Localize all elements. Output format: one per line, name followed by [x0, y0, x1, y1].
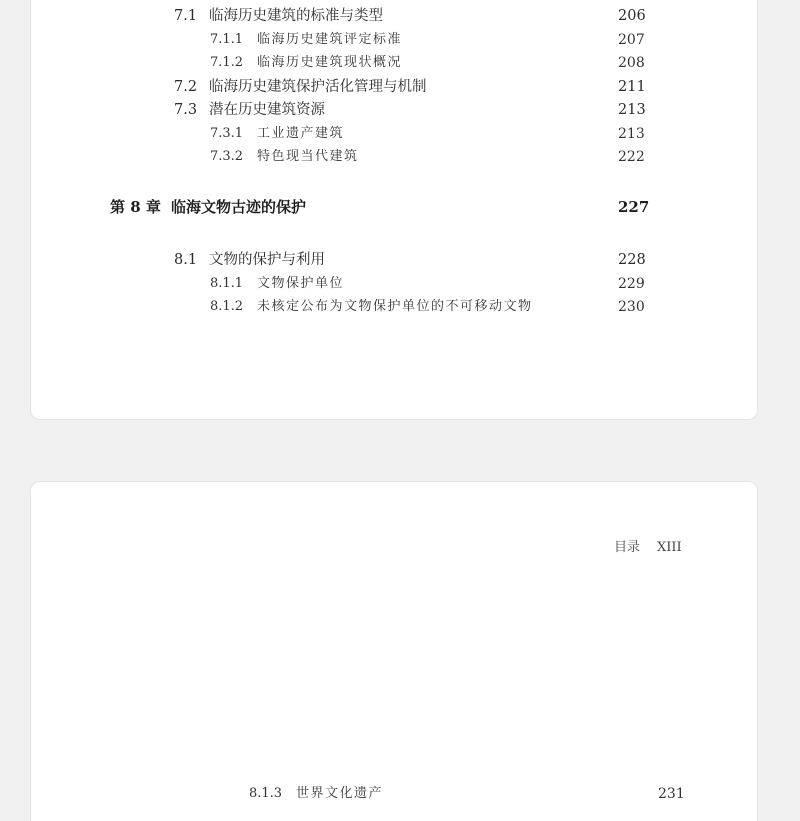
toc-entry-page: 230	[618, 299, 645, 315]
toc-chapter-title: 临海文物古迹的保护	[171, 198, 307, 216]
toc-entry-title: 文物的保护与利用	[209, 252, 325, 268]
toc-entry-section	[31, 250, 759, 270]
toc-page-bottom	[30, 481, 758, 821]
toc-entry-subsection	[31, 30, 759, 50]
toc-entry-title: 临海历史建筑的标准与类型	[209, 8, 383, 24]
toc-entry-title: 工业遗产建筑	[257, 126, 345, 141]
toc-entry-subsection	[31, 274, 759, 294]
toc-entry-number: 8.1.2	[210, 299, 244, 314]
toc-entry-page: 208	[618, 55, 645, 71]
toc-entry-page: 206	[618, 8, 646, 24]
toc-entry-number: 7.3.1	[210, 126, 244, 141]
toc-entry-page: 229	[618, 276, 645, 292]
toc-entry-title: 临海历史建筑评定标准	[257, 32, 403, 47]
toc-entry-subsection	[31, 53, 759, 73]
toc-entry-page: 227	[618, 198, 650, 216]
toc-entry-number: 7.1.2	[210, 55, 244, 70]
toc-entry-chapter	[31, 197, 759, 217]
toc-entry-section	[31, 6, 759, 26]
toc-entry-page: 228	[618, 252, 646, 268]
running-header	[31, 538, 759, 558]
toc-entry-subsection	[31, 297, 759, 317]
toc-entry-number: 8.1.3	[249, 786, 283, 801]
toc-entry-number: 7.2	[174, 79, 198, 95]
toc-entry-number: 7.3	[174, 102, 198, 118]
toc-chapter-number: 第 8 章	[110, 198, 161, 216]
toc-entry-title: 文物保护单位	[257, 276, 345, 291]
toc-entry-number: 8.1.1	[210, 276, 244, 291]
toc-entry-page: 211	[618, 79, 646, 95]
header-label: 目录	[614, 540, 641, 555]
toc-entry-number: 7.1	[174, 8, 198, 24]
toc-entry-title: 世界文化遗产	[296, 786, 384, 801]
toc-entry-page: 231	[658, 786, 685, 802]
toc-entry-number: 7.1.1	[210, 32, 244, 47]
toc-entry-title: 临海历史建筑现状概况	[257, 55, 403, 70]
toc-entry-number: 8.1	[174, 252, 198, 268]
toc-entry-number: 7.3.2	[210, 149, 244, 164]
toc-entry-subsection	[31, 147, 759, 167]
toc-entry-page: 207	[618, 32, 645, 48]
toc-entry-page: 222	[618, 149, 645, 165]
toc-entry-section	[31, 77, 759, 97]
header-page-number: XIII	[657, 540, 682, 555]
toc-entry-title: 潜在历史建筑资源	[209, 102, 325, 118]
toc-entry-subsection	[31, 124, 759, 144]
toc-entry-section	[31, 100, 759, 120]
toc-entry-subsection	[31, 784, 759, 804]
toc-entry-title: 临海历史建筑保护活化管理与机制	[209, 79, 427, 95]
toc-entry-page: 213	[618, 126, 645, 142]
toc-entry-title: 特色现当代建筑	[257, 149, 359, 164]
toc-entry-title: 未核定公布为文物保护单位的不可移动文物	[257, 299, 533, 314]
toc-page-top	[30, 0, 758, 420]
toc-entry-page: 213	[618, 102, 646, 118]
